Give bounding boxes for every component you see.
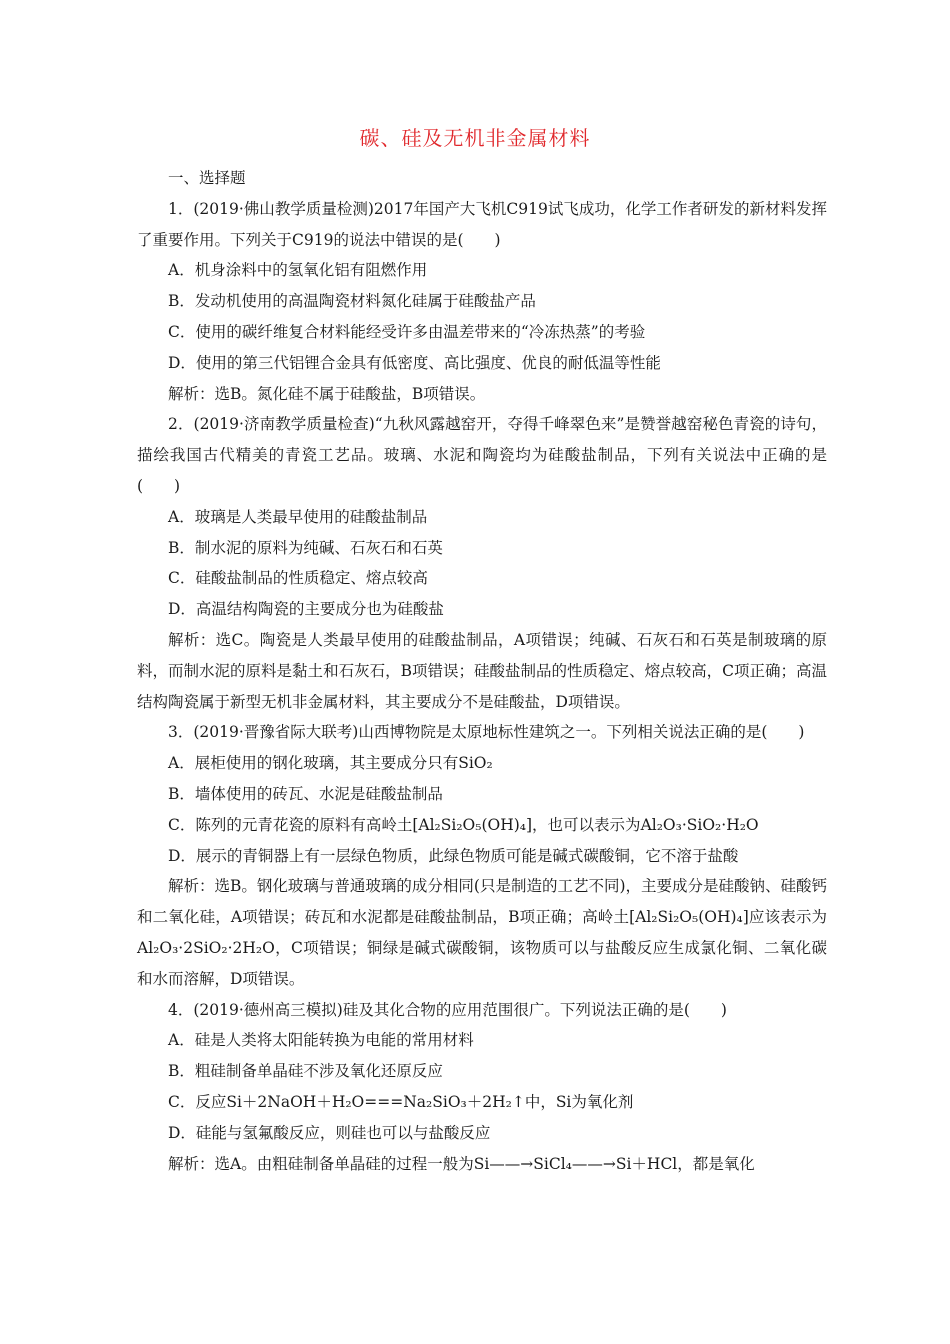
question-2-option-c: C．硅酸盐制品的性质稳定、熔点较高: [168, 569, 428, 588]
question-2-option-a: A．玻璃是人类最早使用的硅酸盐制品: [168, 507, 428, 526]
question-3-option-b: B．墙体使用的砖瓦、水泥是硅酸盐制品: [168, 784, 443, 803]
question-3-option-a: A．展柜使用的钢化玻璃，其主要成分只有SiO₂: [168, 754, 493, 773]
question-1-option-d: D．使用的第三代铝锂合金具有低密度、高比强度、优良的耐低温等性能: [168, 353, 661, 372]
question-1-option-a: A．机身涂料中的氢氧化铝有阻燃作用: [168, 261, 428, 280]
question-1-option-b: B．发动机使用的高温陶瓷材料氮化硅属于硅酸盐产品: [168, 292, 536, 311]
document-body: [137, 163, 827, 1179]
question-4-option-c: C．反应Si＋2NaOH＋H₂O===Na₂SiO₃＋2H₂↑中，Si为氧化剂: [168, 1092, 634, 1111]
question-2-option-b: B．制水泥的原料为纯碱、石灰石和石英: [168, 538, 443, 557]
question-1-option-c: C．使用的碳纤维复合材料能经受许多由温差带来的“冷冻热蒸”的考验: [168, 322, 646, 341]
question-1-analysis: 解析：选B。氮化硅不属于硅酸盐，B项错误。: [168, 384, 486, 403]
question-4-option-d: D．硅能与氢氟酸反应，则硅也可以与盐酸反应: [168, 1123, 491, 1142]
question-2-stem: 2．(2019·济南教学质量检查)“九秋风露越窑开，夺得千峰翠色来”是赞誉越窑秘色青瓷的诗句，描绘我国古代精美的青瓷工艺品。玻璃、水泥和陶瓷均为硅酸盐制品，下列有关说法中正确的是( ): [137, 415, 827, 495]
question-3-option-d: D．展示的青铜器上有一层绿色物质，此绿色物质可能是碱式碳酸铜，它不溶于盐酸: [168, 846, 739, 865]
question-3-option-c: C．陈列的元青花瓷的原料有高岭土[Al₂Si₂O₅(OH)₄]，也可以表示为Al₂O₃·SiO₂·H₂O: [168, 815, 759, 834]
section-heading: 一、选择题: [168, 169, 246, 187]
question-3-analysis: 解析：选B。钢化玻璃与普通玻璃的成分相同(只是制造的工艺不同)，主要成分是硅酸钠、硅酸钙和二氧化硅，A项错误；砖瓦和水泥都是硅酸盐制品，B项正确；高岭土[Al₂Si₂O₅(OH)₄]应该表示为Al₂O₃·2SiO₂·2H₂O，C项错误；铜绿是碱式碳酸铜，该物质可以与盐酸反应生成氯化铜、二氧化碳和水而溶解，D项错误。: [137, 877, 827, 988]
question-4-stem: 4．(2019·德州高三模拟)硅及其化合物的应用范围很广。下列说法正确的是( ): [168, 1000, 727, 1019]
question-3-stem: 3．(2019·晋豫省际大联考)山西博物院是太原地标性建筑之一。下列相关说法正确的是( ): [168, 723, 805, 742]
question-2-analysis: 解析：选C。陶瓷是人类最早使用的硅酸盐制品，A项错误；纯碱、石灰石和石英是制玻璃的原料，而制水泥的原料是黏土和石灰石，B项错误；硅酸盐制品的性质稳定、熔点较高，C项正确；高温结构陶瓷属于新型无机非金属材料，其主要成分不是硅酸盐，D项错误。: [137, 630, 827, 711]
question-4-option-a: A．硅是人类将太阳能转换为电能的常用材料: [168, 1031, 474, 1050]
question-4-analysis: 解析：选A。由粗硅制备单晶硅的过程一般为Si——→SiCl₄——→Si＋HCl，都是氧化: [168, 1154, 755, 1173]
question-2-option-d: D．高温结构陶瓷的主要成分也为硅酸盐: [168, 600, 444, 619]
page-title: 碳、硅及无机非金属材料: [359, 126, 591, 150]
question-4-option-b: B．粗硅制备单晶硅不涉及氧化还原反应: [168, 1062, 443, 1081]
question-1-stem: 1．(2019·佛山教学质量检测)2017年国产大飞机C919试飞成功，化学工作者研发的新材料发挥了重要作用。下列关于C919的说法中错误的是( ): [137, 199, 827, 249]
